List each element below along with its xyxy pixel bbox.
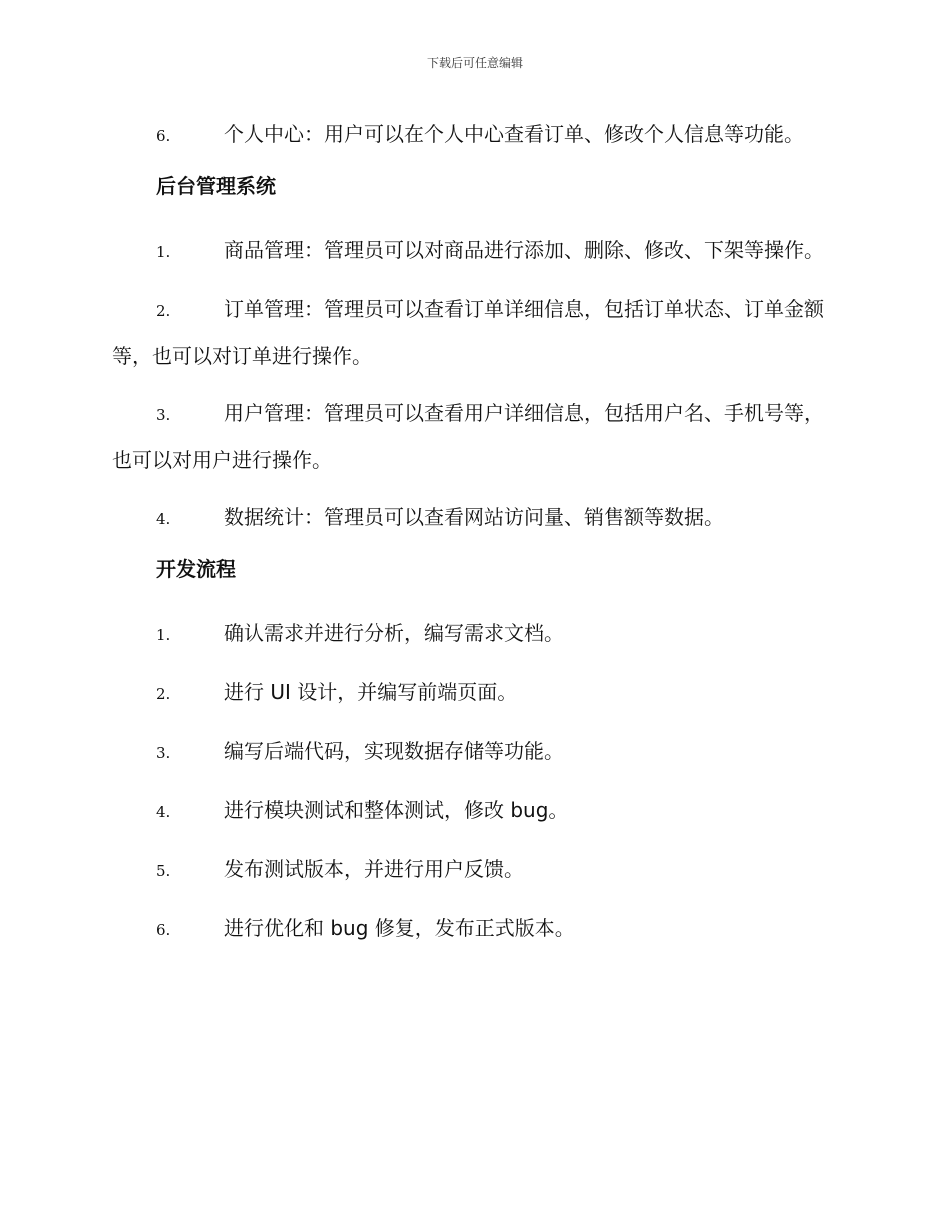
list-item-text: 编写后端代码，实现数据存储等功能。 [224,739,564,763]
list-item-number: 3. [156,744,171,762]
list-item [112,729,836,776]
list-item-number: 5. [156,862,171,880]
list-item-number: 4. [156,803,171,821]
list-item-text: 进行优化和 bug 修复，发布正式版本。 [224,916,575,940]
section-heading-dev-process: 开发流程 [156,557,236,581]
list-item-text: 个人中心：用户可以在个人中心查看订单、修改个人信息等功能。 [224,122,804,146]
list-item-number: 3. [156,406,171,424]
list-item [112,611,836,658]
list-item-number: 2. [156,302,171,320]
list-item [112,847,836,894]
list-item [112,287,836,379]
list-item [112,495,836,542]
document-body [112,112,836,965]
page-header: 下载后可任意编辑 [426,56,523,70]
list-item [112,112,836,159]
list-item-text: 发布测试版本，并进行用户反馈。 [224,857,524,881]
list-item-text: 进行 UI 设计，并编写前端页面。 [224,680,518,704]
list-item-text: 确认需求并进行分析，编写需求文档。 [224,621,564,645]
list-item [112,391,836,483]
list-item [112,788,836,835]
section-heading-backend-admin: 后台管理系统 [156,174,276,198]
list-item [112,228,836,275]
list-item-text: 进行模块测试和整体测试，修改 bug。 [224,798,569,822]
list-item-text: 用户管理：管理员可以查看用户详细信息，包括用户名、手机号等，也可以对用户进行操作。 [112,401,824,472]
list-item-number: 6. [156,127,171,145]
list-item-number: 4. [156,510,171,528]
list-item-text: 商品管理：管理员可以对商品进行添加、删除、修改、下架等操作。 [224,238,824,262]
list-item-number: 1. [156,243,171,261]
list-item-text: 数据统计：管理员可以查看网站访问量、销售额等数据。 [224,505,724,529]
list-item [112,906,836,953]
list-item [112,670,836,717]
list-item-text: 订单管理：管理员可以查看订单详细信息，包括订单状态、订单金额等，也可以对订单进行操作。 [112,297,824,368]
list-item-number: 1. [156,626,171,644]
list-item-number: 2. [156,685,171,703]
list-item-number: 6. [156,921,171,939]
